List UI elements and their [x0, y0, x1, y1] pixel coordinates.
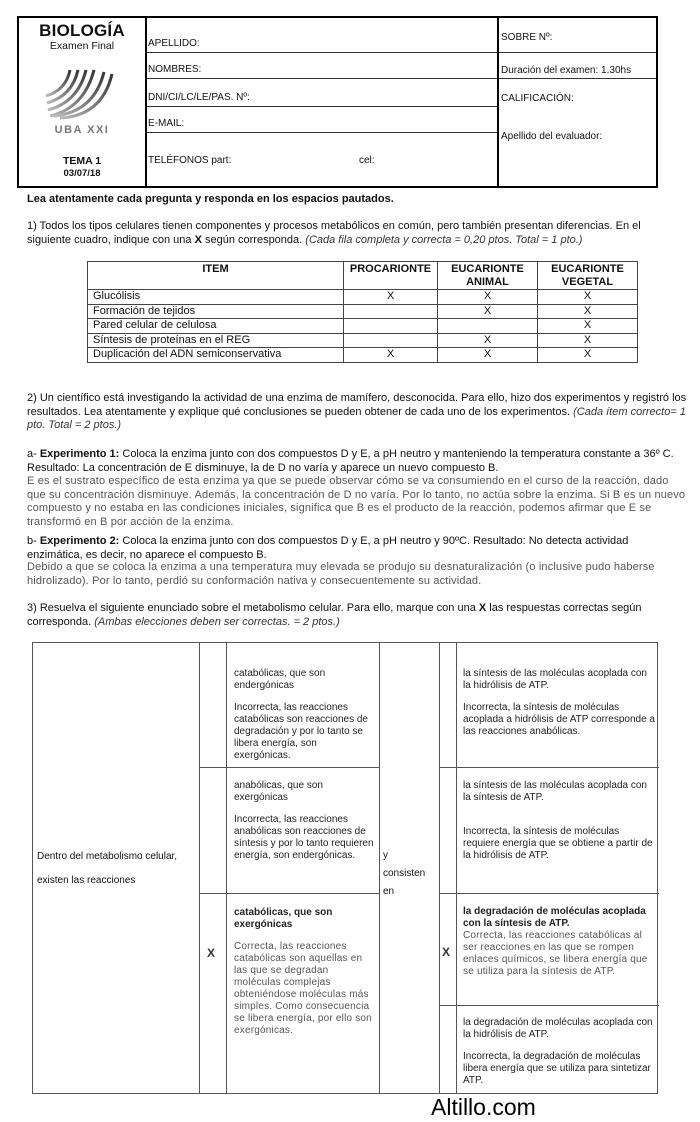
- divider: [439, 893, 659, 894]
- question-2-text: 2) Un científico está investigando la actividad de una enzima de mamífero, desconocida. Para ello, hizo dos experimentos y registró los resultados. Lea atentamente y explique qué conclusiones se pueden obtener de cada uno de los experimentos. (Cada ítem correcto= 1 pto. Total = 2 ptos.): [27, 392, 687, 431]
- right-option-3-checkbox[interactable]: X: [442, 945, 451, 959]
- left-option-1-checkbox[interactable]: [199, 643, 226, 767]
- q3-connector: y consisten en: [383, 850, 426, 897]
- left-option-3: catabólicas, que son exergónicas Correcta, las reacciones catabólicas son aquellas en las que se degradan moléculas complejas obteniéndose moléculas más simples. Como consecuencia se libera energía, por ello son exergónicas.: [234, 907, 372, 1036]
- subject-title: BIOLOGÍA: [39, 21, 125, 40]
- sobre-field[interactable]: SOBRE Nº:: [499, 18, 656, 53]
- tema-label: TEMA 1: [62, 155, 102, 167]
- exam-identity-panel: [19, 18, 147, 186]
- instructions: Lea atentamente cada pregunta y responda en los espacios pautados.: [27, 193, 394, 205]
- exam-header: [17, 16, 658, 188]
- watermark: Altillo.com: [431, 1094, 536, 1120]
- experiment-2-label: Experimento 2:: [39, 535, 120, 547]
- right-option-4: la degradación de moléculas acoplada con la hidrólisis de ATP. Incorrecta, la degradación de moléculas libera energía que se utiliza para sintetizar ATP.: [463, 1017, 653, 1086]
- right-option-3: la degradación de moléculas acoplada con la síntesis de ATP. Correcta, las reacciones catabólicas al ser reacciones en las que se rompen enlaces químicos, se libera energía que se utiliza para la síntesis de ATP.: [463, 906, 648, 977]
- mark-cell[interactable]: X: [438, 333, 538, 348]
- q3-scoring: (Ambas elecciones deben ser correctas. = 2 ptos.): [94, 615, 340, 628]
- right-option-1-feedback: Incorrecta, la síntesis de moléculas acoplada a hidrólisis de ATP corresponde a las reacciones anabólicas.: [463, 702, 655, 737]
- left-option-3-feedback: Correcta, las reacciones catabólicas son aquellas en las que se degradan moléculas complejas obteniéndose moléculas más simples. Como consecuencia se libera energía, por ello son exergónicas.: [234, 941, 372, 1036]
- calificacion-label: CALIFICACIÓN:: [501, 93, 574, 104]
- table-row: Glucólisis X X X: [88, 290, 638, 305]
- experiment-1-answer: E es el sustrato específico de esta enzima ya que se puede observar cómo se va consumiendo en el curso de la reacción, dado que su concentración disminuye. Además, la concentración de D no varía. Por lo tanto, no actúa sobre la enzima. Si B es un nuevo compuesto y no estaba en las condiciones iniciales, significa que B es el producto de la reacción, podemos afirmar que E se transformó en B por acción de la enzima.: [27, 475, 686, 528]
- duracion-label: Duración del examen: 1.30hs: [499, 53, 656, 79]
- dni-field[interactable]: DNI/CI/LC/LE/PAS. Nº:: [147, 79, 497, 107]
- q3-table: [32, 642, 658, 1094]
- left-option-2: anabólicas, que son exergónicas Incorrecta, las reacciones anabólicas son reacciones de síntesis y por lo tanto requieren energía, son endergónicas.: [234, 780, 374, 861]
- q1-table-header: [88, 262, 638, 290]
- col-procarionte: PROCARIONTE: [344, 262, 438, 290]
- divider: [199, 893, 379, 894]
- mark-cell[interactable]: [344, 319, 438, 334]
- experiment-2: b- Experimento 2: Coloca la enzima junto con dos compuestos D y E, a pH neutro y 90ºC. Resultado: No detecta actividad enzimática, es decir, no aparece el compuesto B.: [27, 535, 629, 561]
- col-item: ITEM: [88, 262, 344, 290]
- col-eucarionte-animal: EUCARIONTE ANIMAL: [438, 262, 538, 290]
- nombres-field[interactable]: NOMBRES:: [147, 53, 497, 79]
- cel-label: cel:: [359, 155, 375, 166]
- right-option-2: la síntesis de las moléculas acoplada con la síntesis de ATP. Incorrecta, la síntesis de moléculas requiere energía que se obtiene a partir de la hidrólisis de ATP.: [463, 780, 653, 861]
- mark-cell[interactable]: X: [438, 290, 538, 305]
- logo-text: UBA XXI: [54, 124, 110, 136]
- divider: [456, 643, 457, 1093]
- telefonos-label: TELÉFONOS part:: [148, 155, 232, 166]
- mark-cell[interactable]: [344, 304, 438, 319]
- right-option-4-checkbox[interactable]: [439, 1006, 456, 1094]
- mark-cell[interactable]: X: [538, 290, 638, 305]
- exam-type: Examen Final: [49, 40, 115, 52]
- left-option-2-feedback: Incorrecta, las reacciones anabólicas son reacciones de síntesis y por lo tanto requieren energía, son endergónicas.: [234, 814, 374, 861]
- student-fields: [147, 18, 499, 186]
- mark-cell[interactable]: X: [344, 290, 438, 305]
- divider: [439, 1005, 659, 1006]
- right-option-4-feedback: Incorrecta, la degradación de moléculas libera energía que se utiliza para sintetizar ATP.: [463, 1051, 651, 1086]
- evaluador-label: Apellido del evaluador:: [501, 131, 603, 142]
- q1-scoring: (Cada fila completa y correcta = 0,20 ptos. Total = 1 pto.): [305, 233, 583, 246]
- table-row: Formación de tejidos X X: [88, 304, 638, 319]
- mark-cell[interactable]: X: [438, 348, 538, 363]
- uba-xxi-logo-icon: [44, 68, 114, 120]
- right-option-3-feedback: Correcta, las reacciones catabólicas al ser reacciones en las que se rompen enlaces químicos, se libera energía que se utiliza para la síntesis de ATP.: [463, 930, 648, 977]
- table-row: Síntesis de proteínas en el REG X X: [88, 333, 638, 348]
- experiment-1: a- Experimento 1: Coloca la enzima junto con dos compuestos D y E, a pH neutro y manteniendo la temperatura constante a 36º C. Resultado: La concentración de E disminuye, la de D no varía y aparece un nuevo compuesto B.: [27, 448, 674, 474]
- table-row: Pared celular de celulosa X: [88, 319, 638, 334]
- experiment-1-label: Experimento 1:: [39, 448, 120, 460]
- col-eucarionte-vegetal: EUCARIONTE VEGETAL: [538, 262, 638, 290]
- mark-cell[interactable]: [344, 333, 438, 348]
- left-option-1: catabólicas, que son endergónicas Incorrecta, las reacciones catabólicas son reacciones de degradación y por lo tanto se libera energía, son exergónicas.: [234, 668, 368, 761]
- question-1-text: 1) Todos los tipos celulares tienen componentes y procesos metabólicos en común, pero también presentan diferencias. En el siguiente cuadro, indique con una X según corresponda. (Cada fila completa y correcta = 0,20 ptos. Total = 1 pto.): [27, 220, 641, 246]
- divider: [226, 643, 227, 1093]
- mark-cell[interactable]: X: [538, 333, 638, 348]
- right-option-1: la síntesis de las moléculas acoplada con la hidrólisis de ATP. Incorrecta, la síntesis de moléculas acoplada a hidrólisis de ATP corresponde a las reacciones anabólicas.: [463, 668, 655, 737]
- q1-table: [87, 261, 638, 363]
- right-option-2-feedback: Incorrecta, la síntesis de moléculas requiere energía que se obtiene a partir de la hidrólisis de ATP.: [463, 826, 653, 861]
- mark-cell[interactable]: X: [538, 304, 638, 319]
- mark-cell[interactable]: X: [344, 348, 438, 363]
- mark-cell[interactable]: X: [438, 304, 538, 319]
- divider: [379, 643, 380, 1093]
- exam-date: 03/07/18: [63, 168, 101, 179]
- question-3-text: 3) Resuelva el siguiente enunciado sobre el metabolismo celular. Para ello, marque con una X las respuestas correctas según corresponda. (Ambas elecciones deben ser correctas. = 2 ptos.): [27, 602, 642, 628]
- mark-cell[interactable]: [438, 319, 538, 334]
- divider: [199, 767, 379, 768]
- q3-stem: Dentro del metabolismo celular, existen las reacciones: [37, 851, 178, 886]
- left-option-3-checkbox[interactable]: X: [207, 946, 216, 960]
- mark-cell[interactable]: X: [538, 319, 638, 334]
- table-row: Duplicación del ADN semiconservativa X X X: [88, 348, 638, 363]
- telefonos-field[interactable]: [147, 133, 497, 186]
- admin-fields: [499, 18, 656, 186]
- right-option-2-checkbox[interactable]: [439, 768, 456, 893]
- q2-scoring: (Cada ítem correcto= 1 pto. Total = 2 ptos.): [27, 405, 686, 431]
- experiment-2-answer: Debido a que se coloca la enzima a una temperatura muy elevada se produjo su desnaturalización (o inclusive pudo haberse hidrolizado). Por lo tanto, perdió su conformación nativa y consecuentemente su actividad.: [27, 561, 655, 587]
- divider: [439, 767, 659, 768]
- email-field[interactable]: E-MAIL:: [147, 107, 497, 133]
- left-option-2-checkbox[interactable]: [199, 768, 226, 893]
- apellido-field[interactable]: APELLIDO:: [147, 18, 497, 53]
- right-option-1-checkbox[interactable]: [439, 643, 456, 767]
- left-option-1-feedback: Incorrecta, las reacciones catabólicas son reacciones de degradación y por lo tanto se libera energía, son exergónicas.: [234, 702, 368, 761]
- mark-cell[interactable]: X: [538, 348, 638, 363]
- calificacion-field[interactable]: [499, 79, 656, 186]
